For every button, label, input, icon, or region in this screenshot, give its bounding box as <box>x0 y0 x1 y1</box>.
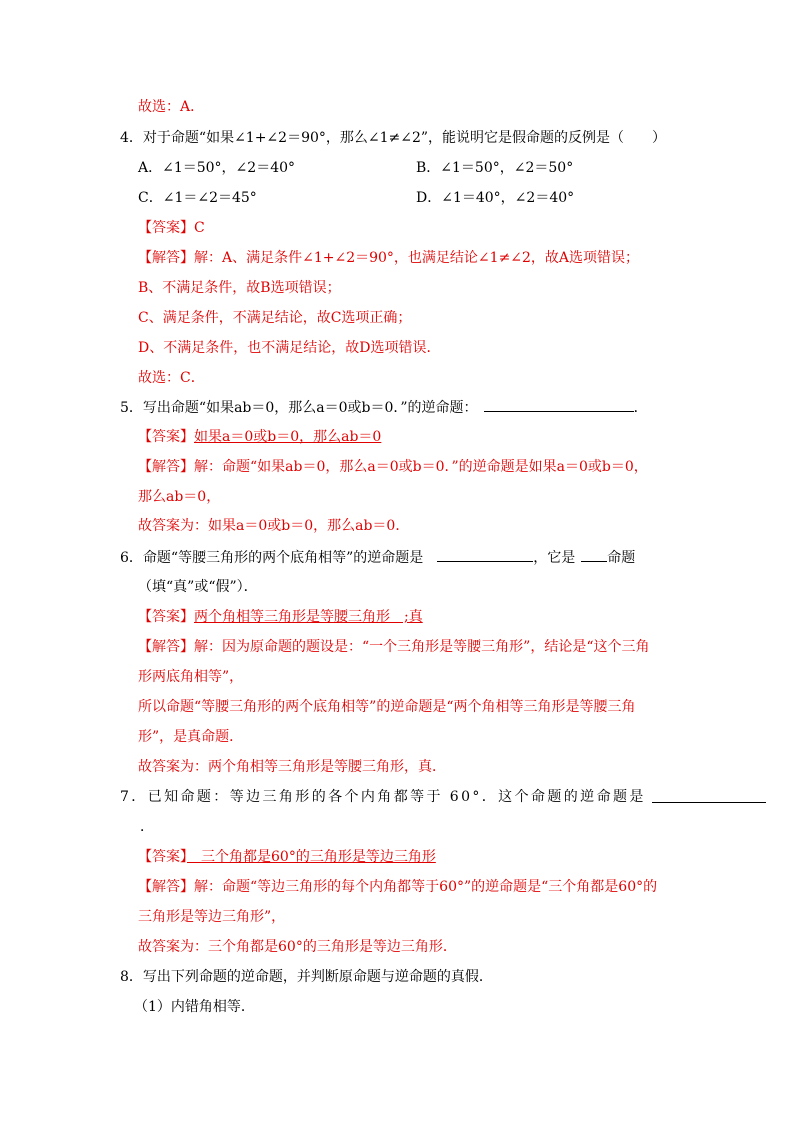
q4-option-d: D．∠1＝40°，∠2＝40° <box>416 190 575 206</box>
q6-stem <box>120 547 635 568</box>
analysis-tag: 【解答】 <box>138 250 194 266</box>
q6-analysis-1 <box>138 637 649 657</box>
q6-analysis-4: 形”，是真命题． <box>138 729 244 745</box>
q6-analysis-3: 所以命题“等腰三角形的两个底角相等”的逆命题是“两个角相等三角形是等腰三角 <box>138 699 636 715</box>
q7-analysis-2: 三角形是等边三角形”， <box>138 909 286 925</box>
answer-tag: 【答案】 <box>138 429 194 445</box>
q7-answer <box>138 847 436 867</box>
q4-analysis-4: D、不满足条件，也不满足结论，故D选项错误． <box>138 340 441 356</box>
answer-tag: 【答案】 <box>138 220 194 236</box>
q6-analysis-5: 故答案为：两个角相等三角形是等腰三角形，真． <box>138 759 446 775</box>
answer-value: 如果a＝0或b＝0，那么ab＝0 <box>194 429 382 445</box>
q4-analysis-2: B、不满足条件，故B选项错误； <box>138 280 341 296</box>
q5-analysis-1 <box>138 457 648 477</box>
q7-analysis-3: 故答案为：三个角都是60°的三角形是等边三角形． <box>138 939 457 955</box>
analysis-text: 解：命题“等边三角形的每个内角都等于60°”的逆命题是“三个角都是60°的 <box>194 879 658 895</box>
q7-stem-line2: ． <box>140 819 154 835</box>
q4-stem: 4．对于命题“如果∠1+∠2＝90°，那么∠1≠∠2”，能说明它是假命题的反例是（ ） <box>120 130 667 146</box>
q5-answer-blank <box>484 397 634 412</box>
q6-stem-a: 6．命题“等腰三角形的两个底角相等”的逆命题是 <box>120 550 424 566</box>
q4-option-c: C．∠1＝∠2＝45° <box>138 190 257 206</box>
q5-stem <box>120 397 648 418</box>
analysis-tag: 【解答】 <box>138 639 194 655</box>
q6-stem-line2: （填“真”或“假”）． <box>138 579 258 595</box>
q4-option-b: B．∠1＝50°，∠2＝50° <box>416 160 574 176</box>
q3-conclusion: 故选：A． <box>138 99 205 115</box>
q6-blank-2 <box>581 547 607 562</box>
q4-analysis-5: 故选：C． <box>138 370 205 386</box>
q6-blank-1 <box>437 547 533 562</box>
answer-tag: 【答案】 <box>138 849 187 865</box>
q4-option-a: A．∠1＝50°，∠2＝40° <box>138 160 296 176</box>
q6-stem-c: 命题 <box>607 550 636 566</box>
answer-value: 三个角都是60°的三角形是等边三角形 <box>187 849 436 865</box>
answer-value: 两个角相等三角形是等腰三角形 ;真 <box>194 609 423 625</box>
q5-stem-end: ． <box>633 400 648 416</box>
q8-sub-1: （1）内错角相等． <box>134 999 255 1015</box>
q7-analysis-1 <box>138 877 657 897</box>
q6-answer <box>138 607 423 627</box>
q5-analysis-2: 那么ab＝0， <box>138 489 221 505</box>
q4-answer <box>138 218 205 238</box>
analysis-tag: 【解答】 <box>138 879 194 895</box>
q5-stem-text: 5．写出命题“如果ab＝0，那么a＝0或b＝0．”的逆命题： <box>120 400 478 416</box>
q7-stem-text: 7．已知命题：等边三角形的各个内角都等于 60°．这个命题的逆命题是 <box>120 789 646 805</box>
analysis-tag: 【解答】 <box>138 459 194 475</box>
q6-analysis-2: 形两底角相等”， <box>138 669 244 685</box>
analysis-text: 解：A、满足条件∠1+∠2＝90°，也满足结论∠1≠∠2，故A选项错误； <box>194 250 640 266</box>
q5-answer <box>138 427 381 447</box>
analysis-text: 解：命题“如果ab＝0，那么a＝0或b＝0．”的逆命题是如果a＝0或b＝0， <box>194 459 648 475</box>
q7-stem <box>120 787 646 807</box>
q8-stem: 8．写出下列命题的逆命题，并判断原命题与逆命题的真假． <box>120 969 493 985</box>
analysis-text: 解：因为原命题的题设是：“一个三角形是等腰三角形”，结论是“这个三角 <box>194 639 650 655</box>
q7-answer-blank <box>652 788 766 803</box>
q6-stem-b: ，它是 <box>533 550 576 566</box>
q4-analysis-3: C、满足条件，不满足结论，故C选项正确； <box>138 310 412 326</box>
answer-tag: 【答案】 <box>138 609 194 625</box>
q5-analysis-3: 故答案为：如果a＝0或b＝0，那么ab＝0． <box>138 518 410 534</box>
answer-value: C <box>194 220 205 236</box>
q4-analysis-1 <box>138 248 639 268</box>
